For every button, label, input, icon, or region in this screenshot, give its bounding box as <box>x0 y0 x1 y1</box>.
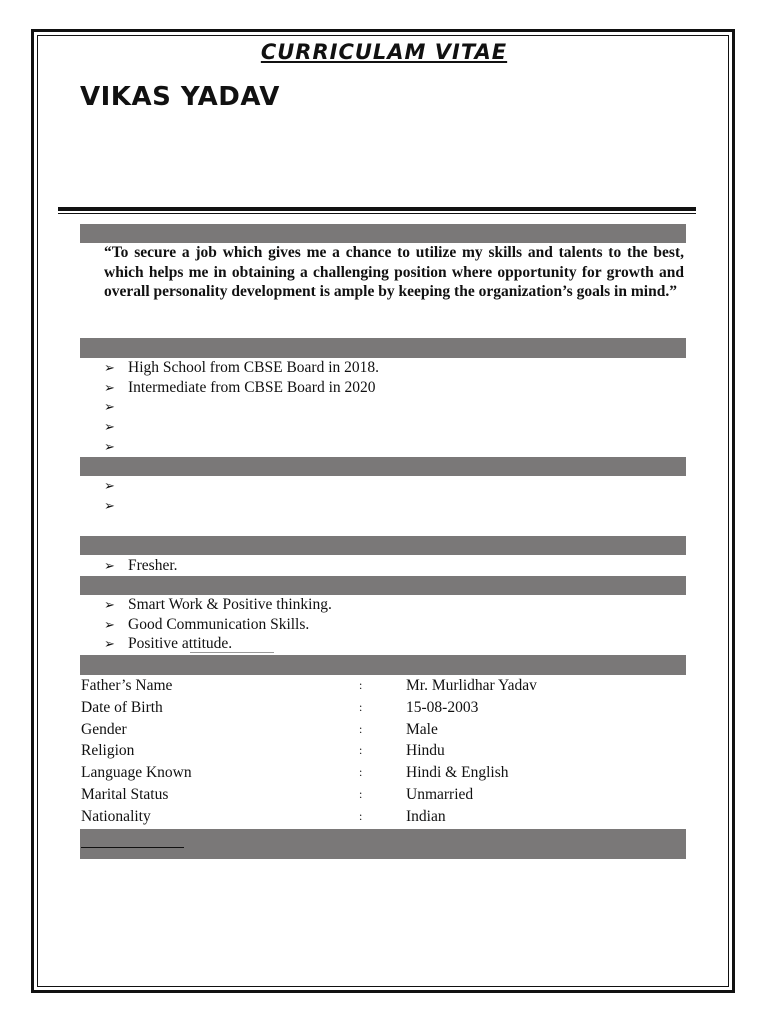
section-bar-experience <box>80 536 686 555</box>
detail-label: Language Known <box>81 764 192 782</box>
header-divider-thin <box>58 213 696 214</box>
document-title: CURRICULAM VITAE <box>260 40 508 64</box>
list-item <box>104 437 379 457</box>
detail-label: Marital Status <box>81 785 169 803</box>
detail-row <box>81 762 681 784</box>
signature-line <box>81 847 184 848</box>
arrow-bullet-icon: ➢ <box>104 559 115 574</box>
arrow-bullet-icon: ➢ <box>104 498 115 514</box>
arrow-bullet-icon: ➢ <box>104 361 115 376</box>
detail-row <box>81 740 681 762</box>
section-bar-objective <box>80 224 686 243</box>
detail-value: 15-08-2003 <box>406 698 479 716</box>
detail-value: Hindu <box>406 742 445 760</box>
detail-separator: : <box>359 699 363 714</box>
arrow-bullet-icon: ➢ <box>104 479 115 494</box>
detail-row <box>81 719 681 741</box>
experience-list <box>104 556 178 576</box>
detail-value: Hindi & English <box>406 764 509 782</box>
section-bar-personal-details <box>80 655 686 675</box>
list-item-text: Fresher. <box>128 557 178 574</box>
list-item-text: High School from CBSE Board in 2018. <box>128 359 380 376</box>
education-list <box>104 358 379 456</box>
arrow-bullet-icon: ➢ <box>104 598 115 613</box>
detail-row <box>81 784 681 806</box>
arrow-bullet-icon: ➢ <box>104 637 115 653</box>
personal-details-table <box>81 675 681 828</box>
list-item <box>104 476 128 496</box>
section-bar-strengths <box>80 576 686 595</box>
arrow-bullet-icon: ➢ <box>104 617 115 633</box>
detail-separator: : <box>359 721 363 736</box>
detail-value: Unmarried <box>406 785 474 803</box>
list-item-text: Smart Work & Positive thinking. <box>128 596 332 613</box>
arrow-bullet-icon: ➢ <box>104 400 115 416</box>
detail-row <box>81 806 681 828</box>
list-item <box>104 595 332 615</box>
list-item <box>104 556 178 576</box>
candidate-name: VIKAS YADAV <box>80 82 280 112</box>
underline-mark <box>190 652 274 653</box>
detail-separator: : <box>359 743 363 758</box>
arrow-bullet-icon: ➢ <box>104 439 115 455</box>
detail-separator: : <box>359 678 363 692</box>
detail-value: Male <box>406 720 438 738</box>
arrow-bullet-icon: ➢ <box>104 380 115 396</box>
detail-value: Indian <box>406 807 446 825</box>
detail-separator: : <box>359 808 363 823</box>
list-item <box>104 417 379 437</box>
list-item <box>104 615 332 635</box>
detail-separator: : <box>359 786 363 801</box>
detail-row <box>81 675 681 697</box>
detail-label: Religion <box>81 742 135 760</box>
detail-label: Date of Birth <box>81 698 163 716</box>
list-item <box>104 397 379 417</box>
list-item <box>104 358 379 378</box>
skills-list <box>104 476 128 515</box>
list-item <box>104 496 128 516</box>
section-bar-education <box>80 338 686 358</box>
strengths-list <box>104 595 332 654</box>
detail-separator: : <box>359 765 363 780</box>
objective-text: “To secure a job which gives me a chance to utilize my skills and talents to the best, which helps me in obtaining a challenging position where opportunity for growth and overall personality development is ample by keeping the organization’s goals in mind.” <box>104 244 684 300</box>
detail-row <box>81 697 681 719</box>
header-divider-thick <box>58 207 696 211</box>
list-item <box>104 378 379 398</box>
arrow-bullet-icon: ➢ <box>104 420 115 436</box>
section-bar-skills <box>80 457 686 476</box>
detail-label: Gender <box>81 720 127 738</box>
detail-label: Father’s Name <box>81 677 173 694</box>
list-item-text: Positive attitude. <box>128 635 233 653</box>
section-bar-declaration <box>80 829 686 859</box>
detail-label: Nationality <box>81 807 151 825</box>
list-item-text: Good Communication Skills. <box>128 615 310 633</box>
detail-value: Mr. Murlidhar Yadav <box>406 677 537 694</box>
list-item-text: Intermediate from CBSE Board in 2020 <box>128 378 376 396</box>
